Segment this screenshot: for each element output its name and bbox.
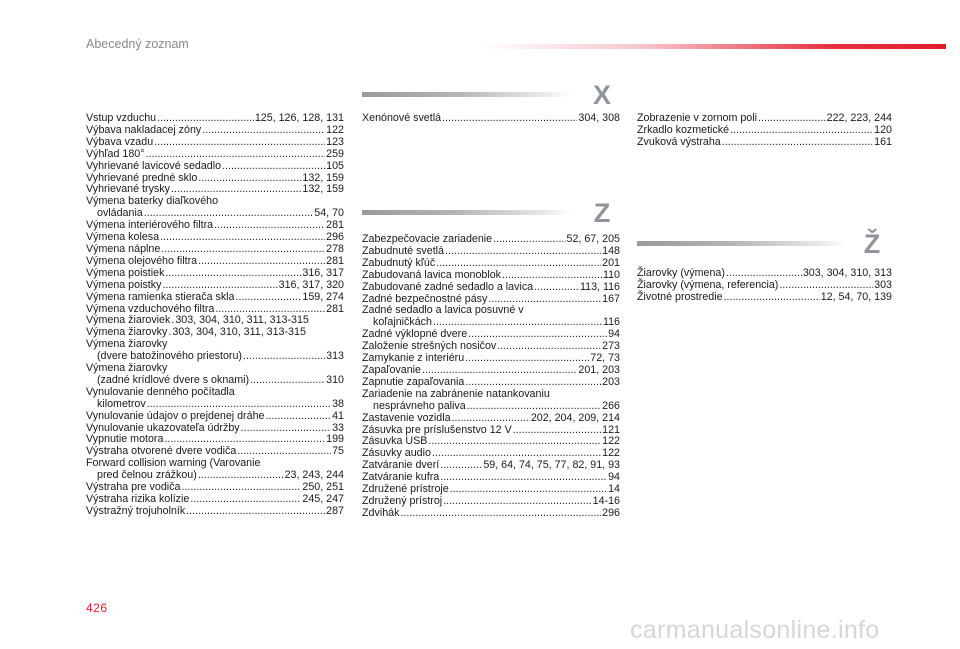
leader-dots — [724, 292, 820, 304]
index-term: Zvuková výstraha — [637, 135, 721, 148]
index-term: Združené prístroje — [362, 483, 449, 496]
leader-dots — [443, 496, 591, 508]
leader-dots — [730, 125, 873, 137]
index-term: Vyhrievané predné sklo — [86, 171, 198, 184]
index-page-refs: 201 — [602, 256, 620, 269]
leader-dots — [146, 149, 326, 161]
index-page-refs: 281 — [326, 219, 344, 232]
index-term: (zadné krídlové dvere s oknami) — [97, 373, 250, 386]
index-column-2-x — [362, 113, 620, 125]
index-term: Zapnutie zapaľovania — [362, 375, 465, 388]
index-page-refs: 132, 159 — [302, 171, 344, 184]
index-page-refs: 41 — [332, 409, 344, 422]
index-term: Výmena žiaroviek — [86, 314, 171, 327]
index-entry — [637, 137, 892, 149]
index-page-refs: 122 — [602, 435, 620, 448]
index-page-refs: 281 — [326, 302, 344, 315]
index-page-refs: 148 — [602, 244, 620, 257]
index-entry — [637, 292, 892, 304]
index-page-refs: 303, 304, 310, 311, 313-315 — [175, 314, 309, 327]
index-page-refs: 203 — [602, 375, 620, 388]
index-page-refs: 122 — [326, 123, 344, 136]
leader-dots — [186, 506, 325, 518]
index-page-refs: 296 — [326, 231, 344, 244]
index-page-refs: 303, 304, 310, 313 — [802, 267, 892, 279]
index-term: Výmena olejového filtra — [86, 254, 198, 267]
leader-dots — [722, 137, 873, 149]
index-term: Zastavenie vozidla — [362, 411, 451, 424]
index-page-refs: 123 — [326, 135, 344, 148]
index-term: Zamykanie z interiéru — [362, 352, 465, 365]
index-page-refs: 281 — [326, 254, 344, 267]
index-entry — [362, 508, 620, 520]
index-term: ovládania — [97, 207, 143, 220]
leader-dots — [265, 411, 331, 423]
index-term: Zabudovaná lavica monoblok — [362, 268, 502, 281]
leader-dots — [436, 258, 601, 270]
index-term: Zabudované zadné sedadlo a lavica — [362, 280, 534, 293]
section-header-z — [362, 198, 622, 234]
leader-dots — [202, 125, 325, 137]
index-page-refs: 313 — [326, 350, 344, 363]
index-entry — [86, 292, 344, 304]
index-entry — [362, 377, 620, 389]
leader-dots — [190, 494, 301, 506]
watermark: carmanualsonline.info — [630, 616, 880, 644]
index-term: Zabudnuté svetlá — [362, 244, 444, 257]
section-letter-zh: Ž — [863, 229, 881, 259]
index-page-refs: 132, 159 — [302, 183, 344, 196]
index-column-2-z — [362, 234, 620, 520]
index-page-refs: 303 — [874, 278, 892, 291]
leader-dots — [440, 472, 607, 484]
index-term: Výmena poistiek — [86, 266, 165, 279]
leader-dots — [165, 268, 301, 280]
index-page-refs: 199 — [326, 433, 344, 446]
index-term: Zatváranie kufra — [362, 471, 440, 484]
index-page-refs: 59, 64, 74, 75, 77, 82, 91, 93 — [483, 459, 620, 472]
leader-dots — [502, 270, 602, 282]
index-page-refs: 287 — [326, 504, 344, 517]
index-term: pred čelnou zrážkou) — [97, 469, 197, 482]
index-page-refs: 222, 223, 244 — [826, 112, 892, 124]
leader-dots — [497, 341, 601, 353]
header-accent-bar — [480, 44, 946, 49]
index-entry-heading: Výmena žiarovky — [86, 362, 168, 375]
index-term: Výmena poistky — [86, 278, 162, 291]
index-term: Vypnutie motora — [86, 433, 164, 446]
index-page-refs: 38 — [332, 397, 344, 410]
index-page-refs: 116 — [602, 316, 620, 329]
index-term: (dvere batožinového priestoru) — [97, 350, 242, 363]
index-page-refs: 304, 308 — [578, 112, 620, 124]
index-term: Výbava nakladacej zóny — [86, 123, 202, 136]
leader-dots — [222, 161, 325, 173]
index-term: Zobrazenie v zornom poli — [637, 112, 757, 124]
leader-dots — [467, 401, 601, 413]
section-rule — [362, 92, 572, 97]
index-term: Výmena vzduchového filtra — [86, 302, 215, 315]
index-term: Zdvihák — [362, 506, 400, 519]
index-page-refs: 120 — [874, 123, 892, 136]
index-page-refs: 316, 317, 320 — [278, 278, 344, 291]
index-term: Výmena interiérového filtra — [86, 219, 214, 232]
index-term: Zabudnutý kľúč — [362, 256, 436, 269]
index-entry — [362, 401, 620, 413]
index-page-refs: 14-16 — [592, 494, 620, 507]
index-entry — [86, 399, 344, 411]
index-page-refs: 250, 251 — [302, 481, 344, 494]
index-page-refs: 94 — [608, 471, 620, 484]
index-entry — [362, 258, 620, 270]
index-entry-heading: Zariadenie na zabránenie natankovaniu — [362, 387, 550, 400]
index-term: Životné prostredie — [637, 290, 723, 303]
leader-dots — [236, 292, 302, 304]
leader-dots — [154, 137, 325, 149]
index-page-refs: 202, 204, 209, 214 — [530, 411, 620, 424]
index-term: Vynulovanie údajov o prejdenej dráhe — [86, 409, 265, 422]
leader-dots — [250, 375, 325, 387]
index-entry — [86, 256, 344, 268]
leader-dots — [452, 413, 530, 425]
leader-dots — [198, 470, 284, 482]
section-rule — [362, 210, 572, 215]
index-entry — [362, 413, 620, 425]
leader-dots — [214, 220, 325, 232]
index-term: Zásuvka USB — [362, 435, 428, 448]
index-page-refs: 159, 274 — [302, 290, 344, 303]
index-page-refs: 201, 203 — [578, 363, 620, 376]
index-page-refs: 75 — [332, 445, 344, 458]
index-column-1 — [86, 113, 344, 518]
index-term: Vstup vzduchu — [86, 112, 157, 124]
leader-dots — [450, 484, 607, 496]
leader-dots — [493, 234, 565, 246]
index-page-refs: 125, 126, 128, 131 — [254, 112, 344, 124]
index-page-refs: 52, 67, 205 — [566, 233, 620, 245]
index-entry-heading: Vynulovanie denného počítadla — [86, 385, 235, 398]
index-term: Vyhrievané trysky — [86, 183, 170, 196]
index-term: Zapaľovanie — [362, 363, 421, 376]
index-entry-heading: Forward collision warning (Varovanie — [86, 457, 261, 470]
index-term: Žiarovky (výmena, referencia) — [637, 278, 779, 291]
index-page-refs: 121 — [602, 423, 620, 436]
index-term: nesprávneho paliva — [373, 399, 466, 412]
leader-dots — [147, 399, 331, 411]
leader-dots — [198, 256, 325, 268]
leader-dots — [465, 377, 601, 389]
index-entry — [362, 282, 620, 294]
index-entry — [86, 280, 344, 292]
index-term: Výmena žiarovky — [86, 326, 168, 339]
index-term: Zabezpečovacie zariadenie — [362, 233, 493, 245]
index-page-refs: 110 — [602, 268, 620, 281]
leader-dots — [243, 351, 325, 363]
index-term: Výmena ramienka stierača skla — [86, 290, 235, 303]
index-term: Združený prístroj — [362, 494, 443, 507]
index-term: koľajničkách — [373, 316, 432, 329]
index-term: Zadné výklopné dvere — [362, 328, 468, 341]
index-term: Zásuvky audio — [362, 447, 431, 460]
index-page-refs: 23, 243, 244 — [284, 469, 344, 482]
index-page-refs: 273 — [602, 340, 620, 353]
leader-dots — [465, 353, 589, 365]
index-page-refs: 94 — [608, 328, 620, 341]
index-term: Zadné bezpečnostné pásy — [362, 292, 488, 305]
section-letter-z: Z — [593, 198, 611, 228]
index-entry — [362, 113, 620, 125]
index-entry — [362, 496, 620, 508]
index-entry — [86, 161, 344, 173]
index-term: Výbava vzadu — [86, 135, 154, 148]
leader-dots — [400, 508, 601, 520]
section-rule — [637, 241, 847, 246]
leader-dots — [442, 113, 577, 125]
leader-dots — [534, 282, 579, 294]
index-column-3-zh — [637, 268, 892, 304]
index-column-3 — [637, 113, 892, 149]
index-page-refs: 245, 247 — [302, 493, 344, 505]
index-entry — [86, 411, 344, 423]
index-term: Zatváranie dverí — [362, 459, 440, 472]
index-term: Výstraha pre vodiča — [86, 481, 181, 494]
index-page-refs: 167 — [602, 292, 620, 305]
index-page-refs: 303, 304, 310, 311, 313-315 — [172, 326, 306, 339]
index-page-refs: 259 — [326, 147, 344, 160]
index-entry-heading: Výmena žiarovky — [86, 338, 168, 351]
index-term: Výstražný trojuholník — [86, 504, 186, 517]
leader-dots — [445, 246, 601, 258]
index-page-refs: 72, 73 — [590, 352, 620, 365]
index-page-refs: 122 — [602, 447, 620, 460]
leader-dots — [513, 425, 601, 437]
leader-dots — [758, 113, 826, 125]
index-page-refs: 296 — [602, 506, 620, 519]
index-entry-heading: Zadné sedadlo a lavica posuvné v — [362, 304, 524, 317]
section-header-zh — [637, 229, 892, 265]
leader-dots — [198, 173, 301, 185]
index-entry-heading: Výmena baterky diaľkového — [86, 195, 219, 208]
index-term: Výmena náplne — [86, 242, 161, 255]
index-term: Vyhrievané lavicové sedadlo — [86, 159, 222, 172]
section-header-x — [362, 80, 622, 116]
index-entry — [86, 506, 344, 518]
index-page-refs: 33 — [332, 421, 344, 434]
leader-dots — [162, 280, 277, 292]
index-entry — [86, 268, 344, 280]
index-page-refs: 161 — [874, 135, 892, 148]
index-entry — [86, 137, 344, 149]
leader-dots — [241, 423, 331, 435]
index-page-refs: 54, 70 — [314, 207, 344, 220]
index-page-refs: 310 — [326, 373, 344, 386]
index-term: Zásuvka pre príslušenstvo 12 V — [362, 423, 512, 436]
page-number: 426 — [86, 601, 108, 615]
index-page-refs: 278 — [326, 242, 344, 255]
index-page-refs: 105 — [326, 159, 344, 172]
header-title: Abecedný zoznam — [86, 37, 189, 51]
index-page-refs: 113, 116 — [579, 280, 620, 293]
index-term: Založenie strešných nosičov — [362, 340, 497, 353]
index-term: Žiarovky (výmena) — [637, 267, 725, 279]
index-term: kilometrov — [97, 397, 146, 410]
section-letter-x: X — [592, 80, 611, 110]
index-term: Xenónové svetlá — [362, 112, 442, 124]
index-term: Výstraha otvorené dvere vodiča — [86, 445, 237, 458]
leader-dots — [168, 327, 171, 339]
index-term: Výmena kolesa — [86, 231, 160, 244]
index-term: Vynulovanie ukazovateľa údržby — [86, 421, 240, 434]
index-term: Zrkadlo kozmetické — [637, 123, 730, 136]
leader-dots — [181, 482, 301, 494]
index-page-refs: 14 — [608, 483, 620, 496]
index-entry — [362, 270, 620, 282]
index-term: Výhľad 180° — [86, 147, 145, 160]
index-page-refs: 316, 317 — [302, 266, 344, 279]
leader-dots — [160, 232, 325, 244]
index-entry — [86, 149, 344, 161]
leader-dots — [440, 460, 482, 472]
index-term: Výstraha rizika kolízie — [86, 493, 190, 505]
index-page-refs: 12, 54, 70, 139 — [820, 290, 892, 303]
leader-dots — [428, 436, 601, 448]
index-page-refs: 266 — [602, 399, 620, 412]
